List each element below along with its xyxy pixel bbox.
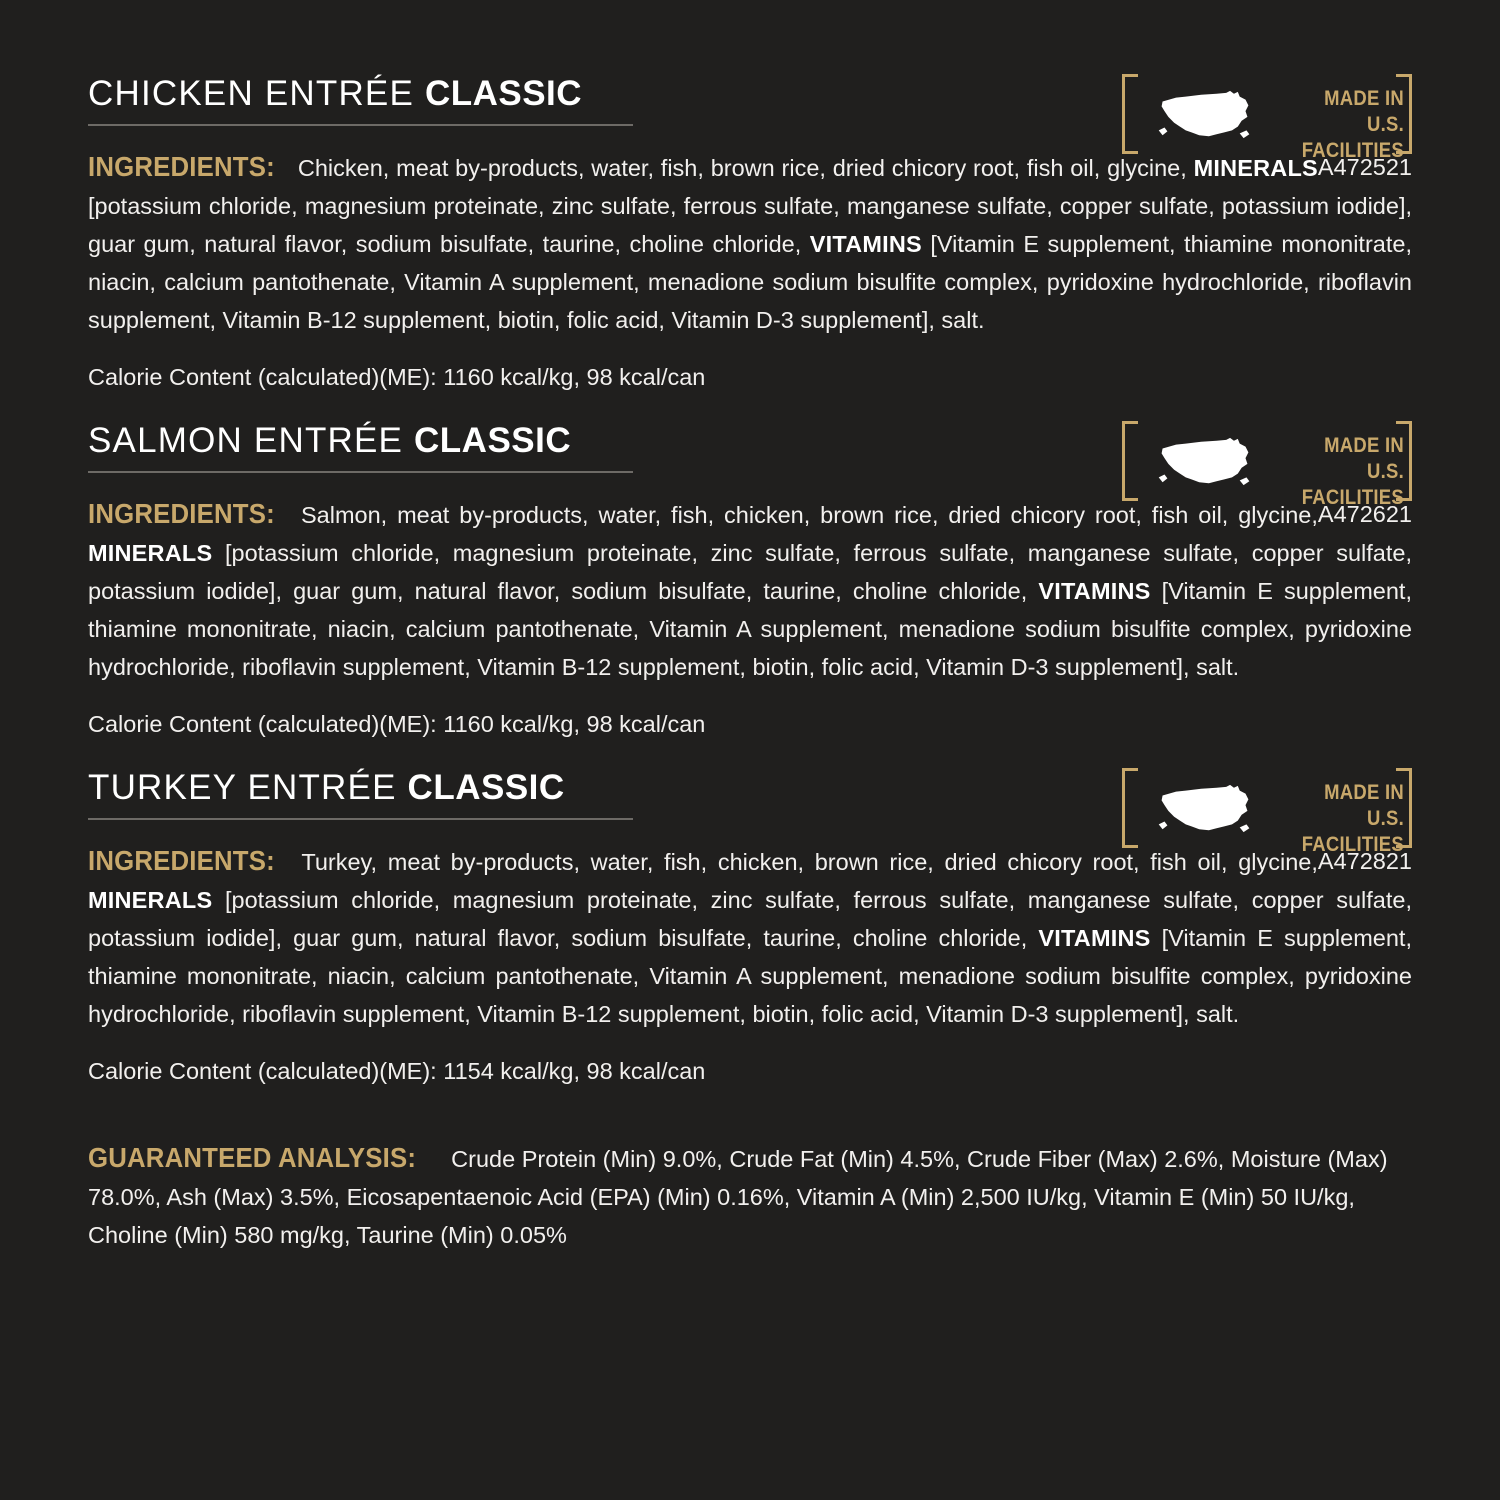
made-in-us-badge xyxy=(1122,421,1412,509)
minerals-list: [potassium chloride, magnesium proteinate, zinc sulfate, ferrous sulfate, manganese sulfate, copper sulfate, potassium iodide], guar gum, natural flavor, sodium bisulfate, taurine, choline chloride, xyxy=(88,887,1412,951)
calorie-content: Calorie Content (calculated)(ME): 1160 kcal/kg, 98 kcal/can xyxy=(88,711,706,737)
product-code: A472621 xyxy=(1317,501,1412,527)
vitamins-list: [Vitamin E supplement, thiamine mononitrate, niacin, calcium pantothenate, Vitamin A supplement, menadione sodium bisulfite complex, pyridoxine hydrochloride, riboflavin supplement, Vitamin B-12 supplement, biotin, folic acid, Vitamin D-3 supplement], salt. xyxy=(88,578,1412,680)
calorie-content: Calorie Content (calculated)(ME): 1154 kcal/kg, 98 kcal/can xyxy=(88,1058,706,1084)
badge-line-2: FACILITIES xyxy=(1301,833,1404,856)
minerals-label: MINERALS xyxy=(88,887,213,913)
ingredients-paragraph xyxy=(88,148,1412,339)
product-title xyxy=(88,72,633,126)
made-in-us-badge xyxy=(1122,74,1412,162)
product-title xyxy=(88,419,633,473)
badge-line-1: MADE IN U.S. xyxy=(1324,434,1404,483)
product-variant: CLASSIC xyxy=(424,74,583,113)
ingredients-label: INGREDIENTS: xyxy=(88,151,275,182)
ingredients-paragraph xyxy=(88,842,1412,1033)
product-code: A472521 xyxy=(1317,154,1412,180)
vitamins-list: [Vitamin E supplement, thiamine mononitrate, niacin, calcium pantothenate, Vitamin A supplement, menadione sodium bisulfite complex, pyridoxine hydrochloride, riboflavin supplement, Vitamin B-12 supplement, biotin, folic acid, Vitamin D-3 supplement], salt. xyxy=(88,231,1412,333)
ingredients-paragraph xyxy=(88,495,1412,686)
vitamins-label: VITAMINS xyxy=(1038,925,1151,951)
badge-line-1: MADE IN U.S. xyxy=(1324,87,1404,136)
badge-line-2: FACILITIES xyxy=(1301,139,1404,162)
guaranteed-analysis-text: Crude Protein (Min) 9.0%, Crude Fat (Min) 4.5%, Crude Fiber (Max) 2.6%, Moisture (Max) 78.0%, Ash (Max) 3.5%, Eicosapentaenoic Acid (EPA) (Min) 0.16%, Vitamin A (Min) 2,500 IU/kg, Vitamin E (Min) 50 IU/kg, Choline (Min) 580 mg/kg, Taurine (Min) 0.05% xyxy=(88,1146,1388,1248)
usa-map-icon xyxy=(1156,782,1254,836)
vitamins-list: [Vitamin E supplement, thiamine mononitrate, niacin, calcium pantothenate, Vitamin A supplement, menadione sodium bisulfite complex, pyridoxine hydrochloride, riboflavin supplement, Vitamin B-12 supplement, biotin, folic acid, Vitamin D-3 supplement], salt. xyxy=(88,925,1412,1027)
bracket-left-icon xyxy=(1122,74,1138,154)
minerals-label: MINERALS xyxy=(1193,155,1318,181)
product-name: TURKEY ENTRÉE xyxy=(88,768,408,807)
product-title xyxy=(88,766,633,820)
guaranteed-analysis-block xyxy=(88,1139,1412,1254)
made-in-us-badge xyxy=(1122,768,1412,856)
product-name: SALMON ENTRÉE xyxy=(88,421,415,460)
usa-map-icon xyxy=(1156,435,1254,489)
ingredients-intro: Turkey, meat by-products, water, fish, chicken, brown rice, dried chicory root, fish oil, glycine, xyxy=(301,849,1318,875)
ingredients-label: INGREDIENTS: xyxy=(88,845,275,876)
badge-line-1: MADE IN U.S. xyxy=(1324,781,1404,830)
title-row xyxy=(88,766,1412,856)
minerals-label: MINERALS xyxy=(88,540,213,566)
badge-line-2: FACILITIES xyxy=(1301,486,1404,509)
ingredients-label: INGREDIENTS: xyxy=(88,498,275,529)
title-row xyxy=(88,419,1412,509)
product-variant: CLASSIC xyxy=(414,421,572,460)
ingredients-intro: Chicken, meat by-products, water, fish, brown rice, dried chicory root, fish oil, glycine, xyxy=(297,155,1194,181)
bracket-left-icon xyxy=(1122,768,1138,848)
vitamins-label: VITAMINS xyxy=(1038,578,1151,604)
vitamins-label: VITAMINS xyxy=(809,231,922,257)
usa-map-icon xyxy=(1156,88,1254,142)
minerals-list: [potassium chloride, magnesium proteinate, zinc sulfate, ferrous sulfate, manganese sulfate, copper sulfate, potassium iodide], guar gum, natural flavor, sodium bisulfate, taurine, choline chloride, xyxy=(88,193,1412,257)
calorie-content: Calorie Content (calculated)(ME): 1160 kcal/kg, 98 kcal/can xyxy=(88,364,706,390)
minerals-list: [potassium chloride, magnesium proteinate, zinc sulfate, ferrous sulfate, manganese sulfate, copper sulfate, potassium iodide], guar gum, natural flavor, sodium bisulfate, taurine, choline chloride, xyxy=(88,540,1412,604)
product-block-chicken xyxy=(88,72,1412,393)
product-variant: CLASSIC xyxy=(407,768,565,807)
guaranteed-analysis-label: GUARANTEED ANALYSIS: xyxy=(88,1142,417,1173)
product-block-salmon xyxy=(88,419,1412,740)
product-code: A472821 xyxy=(1317,848,1412,874)
product-name: CHICKEN ENTRÉE xyxy=(88,74,425,113)
ingredients-intro: Salmon, meat by-products, water, fish, chicken, brown rice, dried chicory root, fish oil, glycine, xyxy=(300,502,1318,528)
title-row xyxy=(88,72,1412,162)
bracket-left-icon xyxy=(1122,421,1138,501)
product-block-turkey xyxy=(88,766,1412,1087)
